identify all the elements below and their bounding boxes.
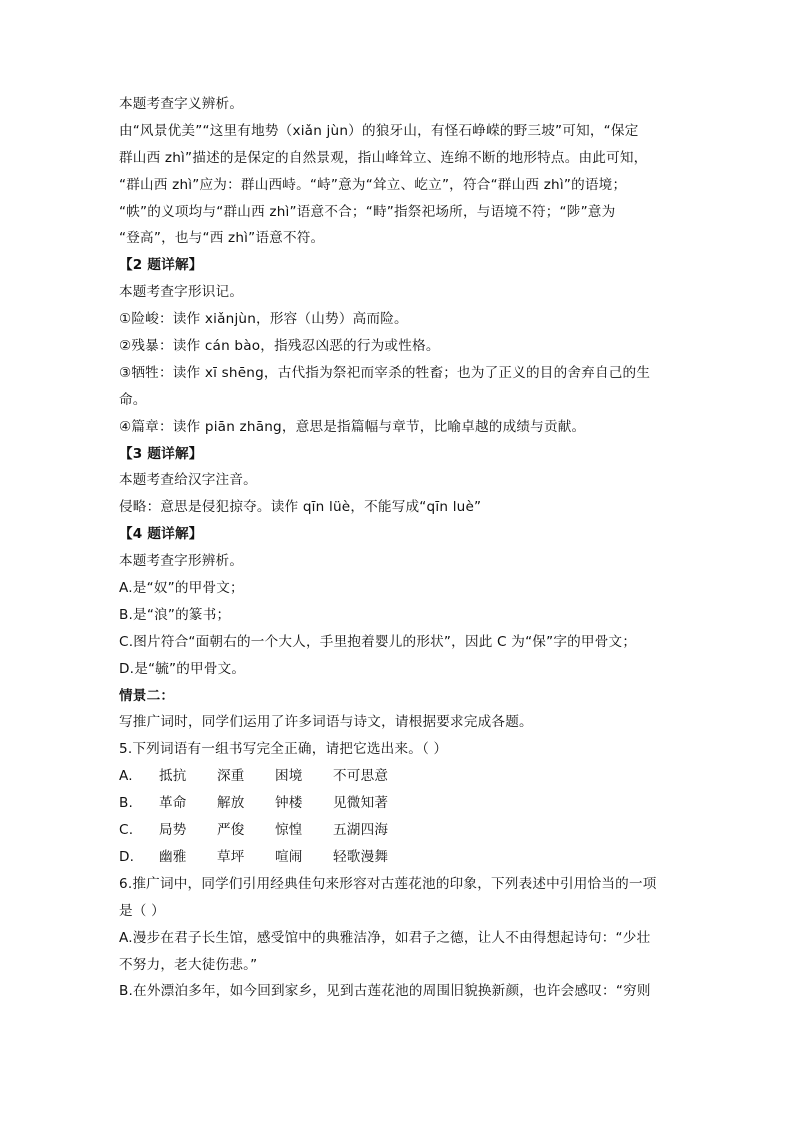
option-word: 深重: [217, 768, 245, 785]
q6-option-line: B.在外漂泊多年，如今回到家乡，见到古莲花池的周围旧貌换新颜，也许会感叹：“穷则: [119, 983, 651, 1000]
option-word: 喧闹: [275, 848, 303, 865]
option-label: D.: [119, 848, 135, 865]
option-word: 五湖四海: [333, 822, 389, 839]
q5-option-c: [119, 817, 679, 844]
q2-line: ②残暴：读作 cán bào，指残忍凶恶的行为或性格。: [119, 338, 440, 355]
option-label: A.: [119, 768, 133, 785]
q5-option-b: [119, 790, 679, 817]
option-word: 惊惶: [275, 822, 303, 839]
q6-option-line: A.漫步在君子长生馆，感受馆中的典雅洁净，如君子之德，让人不由得想起诗句：“少壮: [119, 929, 651, 946]
paragraph-line: 群山西 zhì”描述的是保定的自然景观，指山峰耸立、连绵不断的地形特点。由此可知，: [119, 149, 648, 166]
option-word: 严俊: [217, 822, 245, 839]
option-word: 局势: [159, 822, 187, 839]
q2-line: ④篇章：读作 piān zhāng，意思是指篇幅与章节，比喻卓越的成绩与贡献。: [119, 418, 586, 435]
q2-line: 本题考查字形识记。: [119, 284, 244, 301]
option-word: 草坪: [217, 848, 245, 865]
option-word: 见微知著: [333, 795, 389, 812]
paragraph-line: 由“风景优美”“这里有地势（xiǎn jùn）的狼牙山，有怪石峥嵘的野三坡”可知，“保定: [119, 122, 639, 139]
q4-heading: 【4 题详解】: [119, 526, 203, 543]
paragraph-line: “群山西 zhì”应为：群山西峙。“峙”意为“耸立、屹立”，符合“群山西 zhì”的语境；: [119, 176, 627, 193]
paragraph-line: “帙”的义项均与“群山西 zhì”语意不合；“畤”指祭祀场所，与语境不符；“陟”意为: [119, 203, 616, 220]
q6-option-line: 不努力，老大徒伤悲。”: [119, 956, 258, 973]
q5-option-a: [119, 763, 679, 790]
q2-line: 命。: [119, 391, 147, 408]
option-label: B.: [119, 795, 134, 812]
option-label: C.: [119, 822, 134, 839]
q3-line: 侵略：意思是侵犯掠夺。读作 qīn lüè，不能写成“qīn luè”: [119, 499, 482, 516]
option-word: 不可思意: [333, 768, 389, 785]
q6-stem: 是（ ）: [119, 902, 165, 919]
option-word: 革命: [159, 795, 187, 812]
document-content: [119, 91, 679, 1005]
q4-line: B.是“浪”的篆书；: [119, 606, 231, 623]
option-word: 困境: [275, 768, 303, 785]
option-word: 解放: [217, 795, 245, 812]
option-word: 钟楼: [275, 795, 303, 812]
q2-line: ③牺牲：读作 xī shēng，古代指为祭祀而宰杀的牲畜；也为了正义的目的舍弃自己的生: [119, 364, 651, 381]
paragraph-line: “登高”，也与“西 zhì”语意不符。: [119, 230, 325, 247]
q5-stem: 5.下列词语有一组书写完全正确，请把它选出来。（ ）: [119, 741, 448, 758]
scene2-heading: 情景二：: [119, 687, 175, 704]
option-word: 抵抗: [159, 768, 187, 785]
q4-line: C.图片符合“面朝右的一个大人，手里抱着婴儿的形状”，因此 C 为“保”字的甲骨文；: [119, 633, 637, 650]
q4-line: A.是“奴”的甲骨文；: [119, 580, 244, 597]
q4-line: 本题考查字形辨析。: [119, 553, 244, 570]
paragraph-line: 本题考查字义辨析。: [119, 96, 244, 112]
q6-stem: 6.推广词中，同学们引用经典佳句来形容对古莲花池的印象，下列表述中引用恰当的一项: [119, 875, 657, 892]
scene2-intro: 写推广词时，同学们运用了许多词语与诗文，请根据要求完成各题。: [119, 714, 533, 731]
q3-heading: 【3 题详解】: [119, 445, 203, 462]
q3-line: 本题考查给汉字注音。: [119, 472, 257, 489]
q4-line: D.是“毓”的甲骨文。: [119, 660, 246, 677]
option-word: 幽雅: [159, 848, 187, 865]
option-word: 轻歌漫舞: [333, 848, 389, 865]
q5-option-d: [119, 844, 679, 871]
q2-line: ①险峻：读作 xiǎnjùn，形容（山势）高而险。: [119, 311, 408, 328]
q2-heading: 【2 题详解】: [119, 257, 203, 274]
